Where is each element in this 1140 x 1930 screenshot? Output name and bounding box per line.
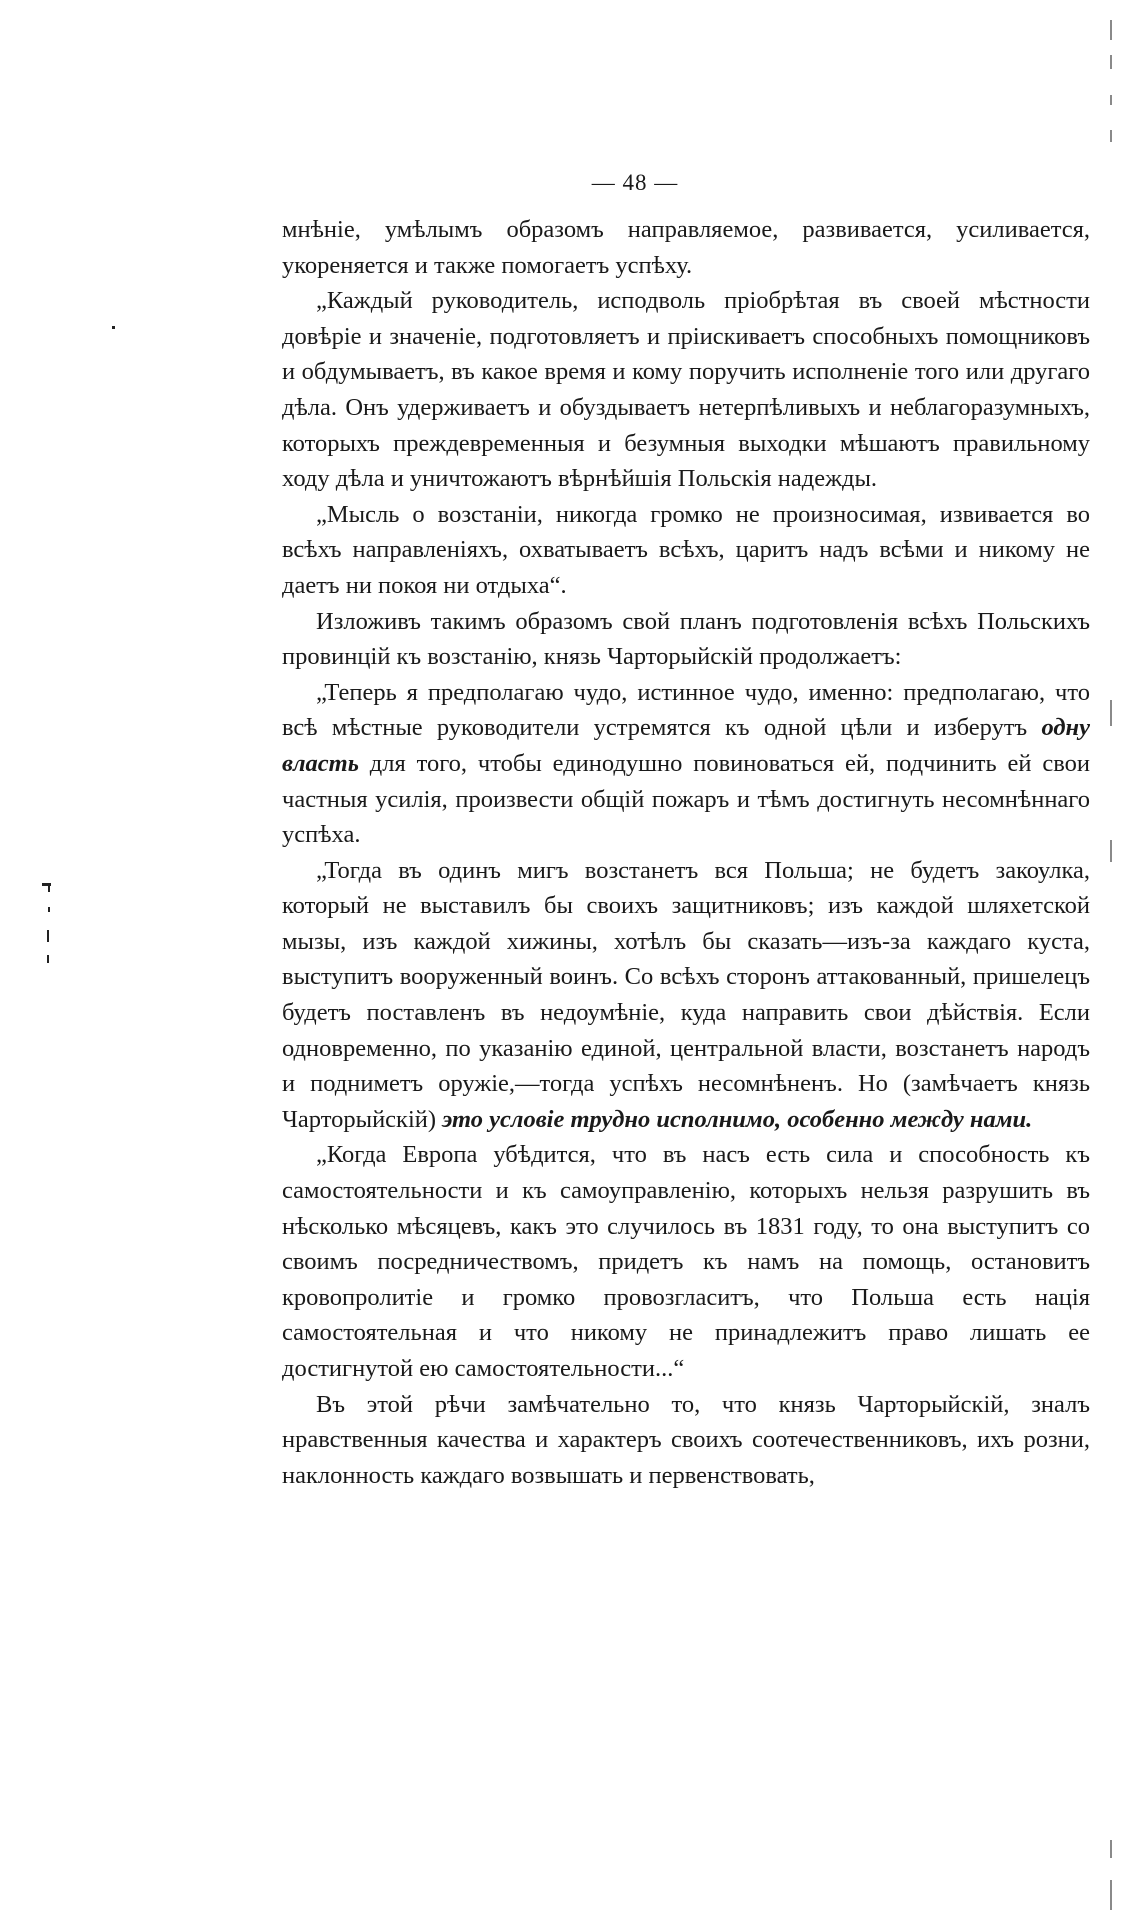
scan-edge-mark [1110, 55, 1112, 69]
paragraph-text: „Теперь я предполагаю чудо, истинное чудо, именно: предполагаю, что всѣ мѣстные руководители устремятся къ одной цѣли и изберутъ [282, 678, 1090, 742]
paragraph-text: „Когда Европа убѣдится, что въ насъ есть сила и способность къ самостоятельности и къ самоуправленію, которыхъ нельзя разрушить въ нѣсколько мѣсяцевъ, какъ это случилось въ 1831 году, то она выступитъ со своимъ посредничествомъ, придетъ къ намъ на помощь, остановитъ кровопролитіе и громко провозгласитъ, что Польша есть нація самостоятельная и что никому не принадлежитъ право лишать ее достигнутой ею самостоятельности...“ [282, 1141, 1090, 1382]
scan-margin-mark [48, 886, 50, 892]
paragraph-text: „Тогда въ одинъ мигъ возстанетъ вся Польша; не будетъ закоулка, который не выставилъ бы своихъ защитниковъ; изъ каждой шляхетской мызы, изъ каждой хижины, хотѣлъ бы сказать—изъ-за каждаго куста, выступитъ вооруженный воинъ. Со всѣхъ сторонъ аттакованный, пришелецъ будетъ поставленъ въ недоумѣніе, куда направить свои дѣйствія. Если одновременно, по указанію единой, центральной власти, возстанетъ народъ и подниметъ оружіе,—тогда успѣхъ несомнѣненъ. Но (замѣчаетъ князь Чарторыйскій) [282, 856, 1090, 1133]
paragraph-text: Въ этой рѣчи замѣчательно то, что князь Чарторыйскій, зналъ нравственныя качества и характеръ своихъ соотечественниковъ, ихъ розни, наклонность каждаго возвышать и первенствовать, [282, 1390, 1090, 1489]
scan-edge-mark [1110, 95, 1112, 105]
emphasized-text: одну власть [282, 714, 1090, 777]
paragraph [282, 604, 1090, 675]
scan-margin-mark [112, 326, 115, 329]
scan-edge-mark [1110, 1880, 1112, 1910]
paragraph [282, 212, 1090, 283]
paragraph-text: мнѣніе, умѣлымъ образомъ направляемое, развивается, усиливается, укореняется и также помогаетъ успѣху. [282, 216, 1090, 279]
paragraph-text: „Мысль о возстаніи, никогда громко не произносимая, извивается во всѣхъ направленіяхъ, охватываетъ всѣхъ, царитъ надъ всѣми и никому не даетъ ни покоя ни отдыха“. [282, 500, 1090, 599]
paragraph-text: для того, чтобы единодушно повиноваться ей, подчинить ей свои частныя усилія, произвести общій пожаръ и тѣмъ достигнуть несомнѣннаго успѣха. [282, 749, 1090, 849]
paragraph-text: „Каждый руководитель, исподволь пріобрѣтая въ своей мѣстности довѣріе и значеніе, подготовляетъ и пріискиваетъ способныхъ помощниковъ и обдумываетъ, въ какое время и кому поручить исполненіе того или другаго дѣла. Онъ удерживаетъ и обуздываетъ нетерпѣливыхъ и неблагоразумныхъ, которыхъ преждевременныя и безумныя выходки мѣшаютъ правильному ходу дѣла и уничтожаютъ вѣрнѣйшія Польскія надежды. [282, 287, 1090, 493]
paragraph [282, 853, 1090, 1138]
scan-margin-mark [47, 955, 49, 963]
scan-edge-mark [1110, 20, 1112, 40]
scan-edge-mark [1110, 1840, 1112, 1858]
scan-margin-mark [47, 930, 49, 942]
paragraph [282, 497, 1090, 604]
paragraph [282, 283, 1090, 497]
paragraph [282, 1137, 1090, 1386]
body-text [282, 212, 1090, 1493]
emphasized-text: это условіе трудно исполнимо, особенно между нами. [442, 1105, 1033, 1133]
paragraph [282, 1387, 1090, 1494]
scan-edge-mark [1110, 130, 1112, 142]
scan-edge-mark [1110, 700, 1112, 726]
paragraph [282, 675, 1090, 853]
page-number: — 48 — [591, 170, 679, 195]
paragraph-text: Изложивъ такимъ образомъ свой планъ подготовленія всѣхъ Польскихъ провинцій къ возстанію, князь Чарторыйскій продолжаетъ: [282, 607, 1090, 671]
scan-edge-mark [1110, 840, 1112, 862]
scan-margin-mark [48, 907, 50, 912]
